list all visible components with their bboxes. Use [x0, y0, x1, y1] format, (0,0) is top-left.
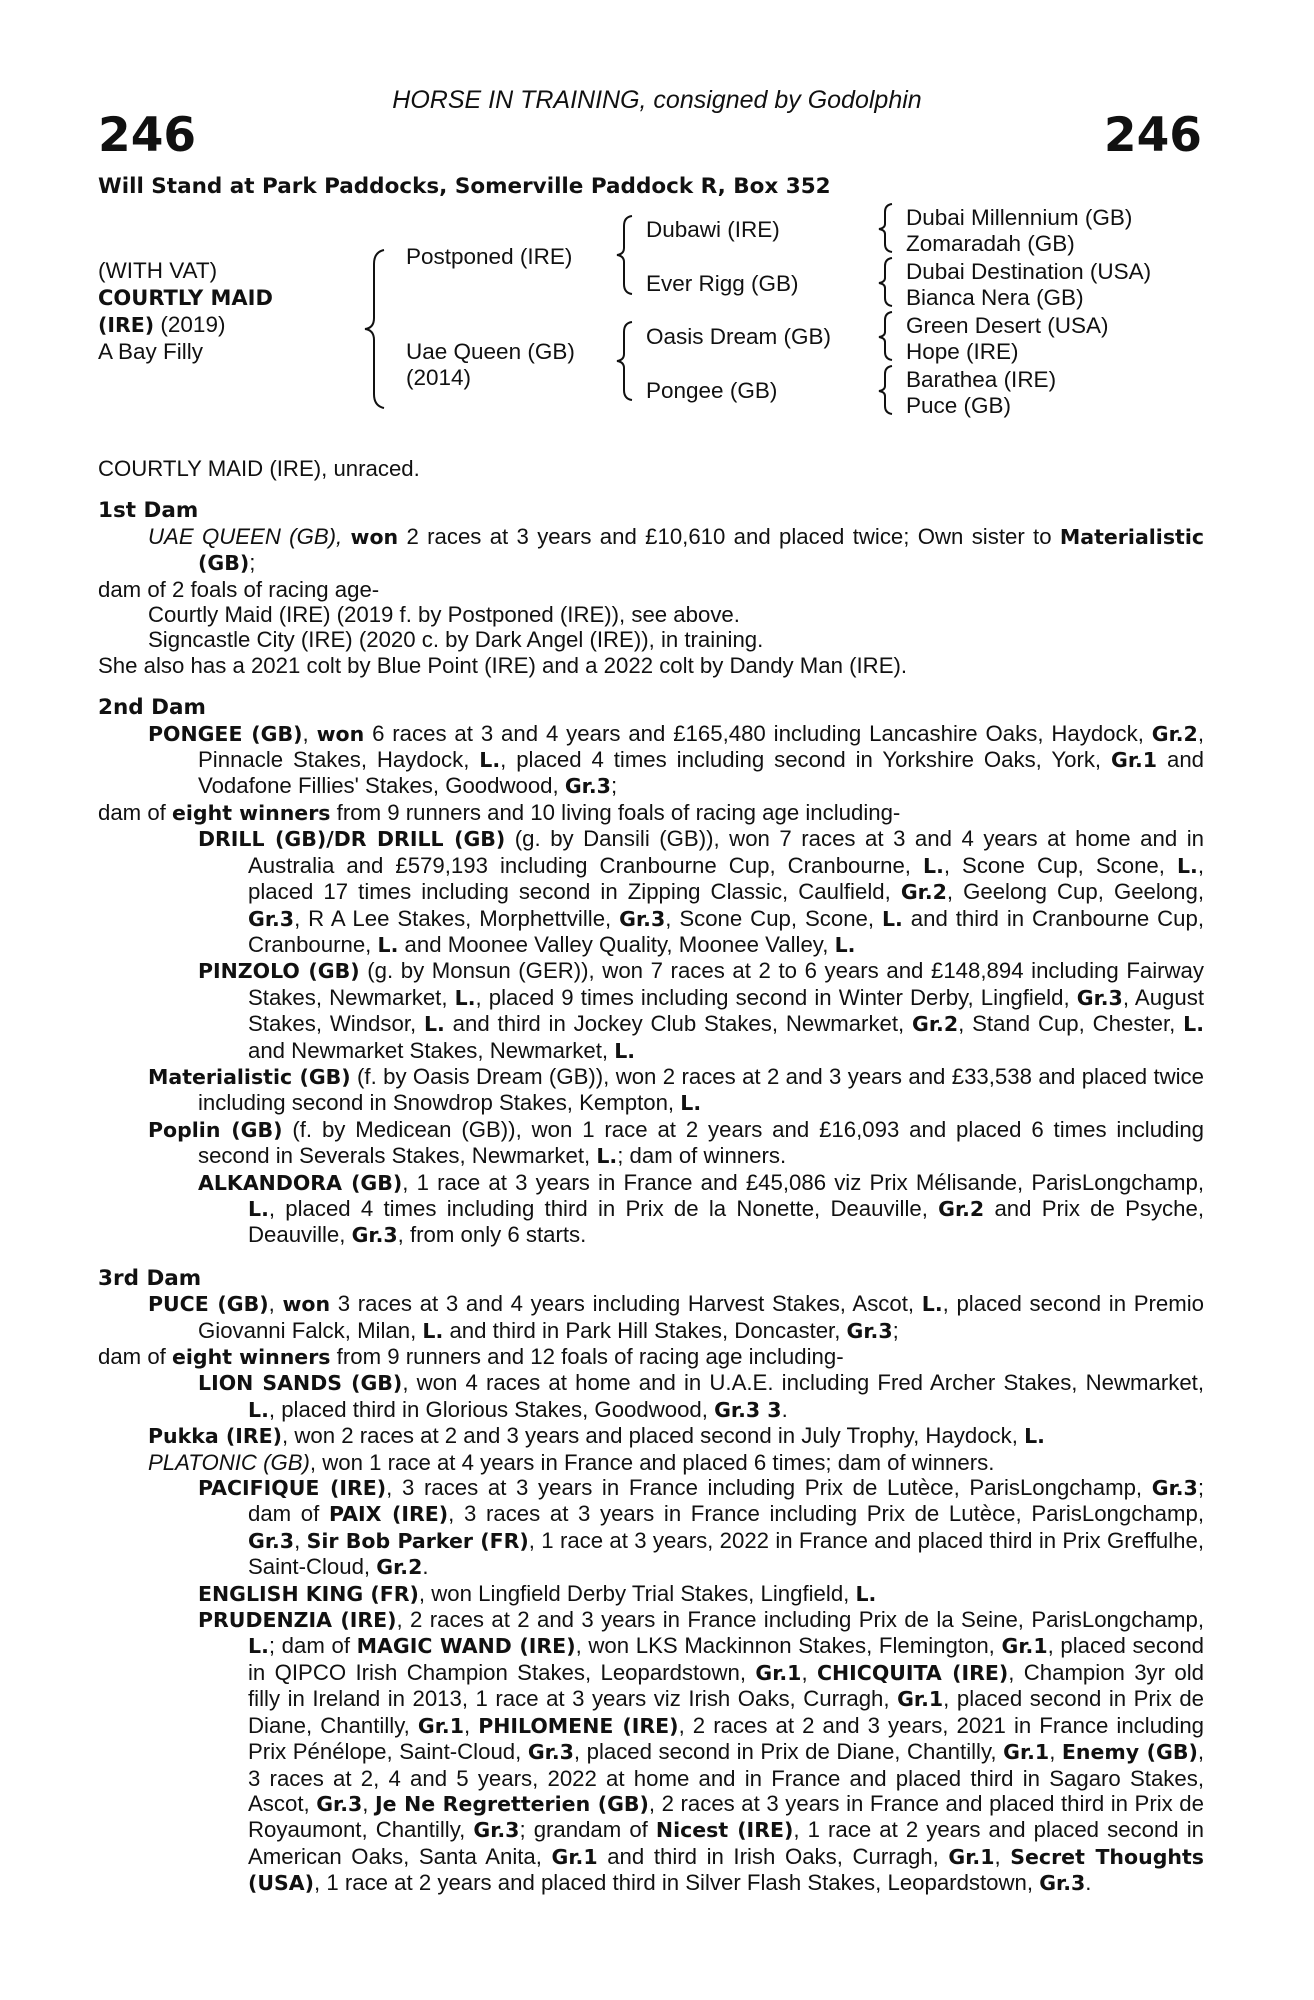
grade-label: Gr.1: [1003, 1740, 1050, 1765]
text-run: dam of: [98, 799, 172, 825]
grade-label: Gr.1: [417, 1713, 464, 1738]
text-run: , 1 race at 3 years, 2022 in France and placed third in Prix Greffulhe, Saint-Cloud,: [248, 1527, 1204, 1580]
horse-ref: Secret Thoughts (USA): [248, 1844, 1204, 1896]
grade-label: Gr.2: [376, 1555, 423, 1580]
text-run: 3 races at 3 and 4 years including Harvest Stakes, Ascot,: [330, 1291, 922, 1317]
pedigree-gg-3: Dubai Destination (USA): [906, 259, 1152, 284]
grade-label: L.: [680, 1091, 702, 1116]
text-run: , 3 races at 3 years in France including Prix de Lutèce, ParisLongchamp,: [448, 1501, 1204, 1527]
text-run: , placed 4 times including second in Yorkshire Oaks, York,: [500, 747, 1111, 773]
grade-label: L.: [921, 1292, 943, 1317]
text-run: ,: [463, 1712, 479, 1738]
grade-label: Gr.1: [551, 1844, 598, 1869]
text-run: .: [781, 1396, 788, 1422]
text-run: , 1 race at 2 years and placed second in American Oaks, Santa Anita,: [248, 1817, 1204, 1869]
pedigree-brace-4: [876, 202, 898, 254]
dam-name: UAE QUEEN (GB),: [148, 523, 351, 549]
progeny-entry: [98, 826, 1204, 958]
lot-number-right: 246: [1103, 108, 1202, 163]
horse-ref: PONGEE (GB): [148, 721, 303, 746]
text-run: (g. by Dansili (GB)), won 7 races at 3 and 4 years at home and in Australia and £579,193 including Cranbourne Cup, Cranbourne,: [248, 826, 1204, 878]
grade-label: Gr.1: [948, 1844, 995, 1869]
page-header: HORSE IN TRAINING, consigned by Godolphin: [392, 86, 922, 114]
horse-ref: CHICQUITA (IRE): [816, 1660, 1009, 1685]
text-run: ,: [801, 1659, 817, 1685]
grade-label: Gr.3: [619, 906, 666, 931]
text-run: ; dam of: [248, 1475, 1204, 1527]
horse-ref: ALKANDORA (GB): [198, 1170, 403, 1195]
grade-label: L.: [423, 1012, 445, 1037]
progeny-entry: [98, 1475, 1204, 1581]
text-run: ,: [1049, 1739, 1062, 1765]
text-run: , won LKS Mackinnon Stakes, Flemington,: [575, 1633, 1002, 1659]
pedigree-dam-sire: Oasis Dream (GB): [646, 324, 832, 349]
text-run: and Vodafone Fillies' Stakes, Goodwood,: [198, 747, 1204, 799]
grade-label: Gr.3 3: [714, 1397, 782, 1422]
grade-label: Gr.3: [1076, 985, 1123, 1010]
horse-ref: Pukka (IRE): [148, 1424, 283, 1449]
grade-label: L.: [834, 932, 856, 957]
text-run: ; dam of: [268, 1633, 357, 1659]
text-run: , Pinnacle Stakes, Haydock,: [198, 720, 1204, 773]
pedigree-brace-7: [876, 364, 898, 416]
pedigree-sire-dam: Ever Rigg (GB): [646, 271, 799, 296]
first-dam-heading: 1st Dam: [98, 498, 199, 524]
grade-label: Gr.2: [1151, 721, 1198, 746]
won-label: won: [316, 721, 365, 746]
horse-ref: Enemy (GB): [1061, 1740, 1198, 1765]
text-run: ;: [610, 773, 618, 799]
grade-label: L.: [596, 1144, 618, 1169]
horse-ref: PACIFIQUE (IRE): [198, 1476, 387, 1501]
pedigree-gg-1: Dubai Millennium (GB): [906, 205, 1133, 230]
text-run: , 3 races at 2, 4 and 5 years, 2022 at home and in France and placed third in Sagaro Stakes, Ascot,: [248, 1739, 1204, 1816]
text-run: , placed second in Premio Giovanni Falck, Milan,: [198, 1291, 1204, 1343]
text-run: and Prix de Psyche, Deauville,: [248, 1195, 1204, 1248]
grade-label: Gr.3: [564, 774, 611, 799]
text-run: 6 races at 3 and 4 years and £165,480 including Lancashire Oaks, Haydock,: [364, 720, 1152, 746]
grade-label: Gr.2: [938, 1196, 985, 1221]
grade-label: Gr.1: [1111, 748, 1158, 773]
horse-ref: Je Ne Regretterien (GB): [375, 1791, 649, 1816]
text-run: (f. by Medicean (GB)), won 1 race at 2 years and £16,093 and placed 6 times including second in Severals Stakes, Newmarket,: [198, 1116, 1205, 1169]
text-run: , won 1 race at 4 years in France and placed 6 times; dam of winners.: [309, 1449, 995, 1475]
progeny-entry: [98, 1064, 1204, 1117]
text-run: , placed second in Prix de Diane, Chantilly,: [573, 1739, 1004, 1765]
text-run: , Geelong Cup, Geelong,: [946, 879, 1204, 905]
third-dam-winners: [98, 1344, 1204, 1370]
grade-label: L.: [855, 1581, 877, 1606]
text-run: dam of: [98, 1344, 172, 1369]
horse-description: A Bay Filly: [98, 339, 204, 364]
grade-label: Gr.3: [1151, 1476, 1198, 1501]
horse-ref: PAIX (IRE): [328, 1502, 449, 1527]
text-run: , 3 races at 3 years in France including Prix de Lutèce, ParisLongchamp,: [386, 1475, 1152, 1501]
grade-label: L.: [614, 1038, 636, 1063]
horse-ref: DRILL (GB)/DR DRILL (GB): [198, 827, 506, 852]
horse-name: COURTLY MAID: [98, 286, 273, 310]
text-run: , 2 races at 2 and 3 years in France including Prix de la Seine, ParisLongchamp,: [396, 1607, 1204, 1633]
grade-label: Gr.3: [316, 1791, 363, 1816]
text-run: , won 4 races at home and in U.A.E. including Fred Archer Stakes, Newmarket,: [402, 1370, 1204, 1396]
text-run: and third in Jockey Club Stakes, Newmarket,: [444, 1011, 913, 1037]
text-run: , 2 races at 3 years in France and placed third in Prix de Royaumont, Chantilly,: [248, 1790, 1204, 1843]
text-run: , 1 race at 2 years and placed third in Silver Flash Stakes, Leopardstown,: [314, 1870, 1040, 1896]
text-run: , Stand Cup, Chester,: [958, 1011, 1184, 1037]
first-dam-foals: dam of 2 foals of racing age-: [98, 576, 380, 602]
text-run: , 1 race at 3 years in France and £45,086 viz Prix Mélisande, ParisLongchamp,: [402, 1169, 1204, 1195]
horse-ref: PHILOMENE (IRE): [478, 1713, 679, 1738]
won-label: won: [282, 1292, 331, 1317]
horse-ref: MAGIC WAND (IRE): [356, 1634, 576, 1659]
won-label: won: [350, 524, 399, 549]
horse-ref: PLATONIC (GB): [148, 1449, 310, 1475]
second-dam-para: [98, 721, 1204, 800]
grade-label: L.: [248, 1196, 269, 1221]
text-run: ; grandam of: [519, 1817, 656, 1843]
horse-ref: Materialistic (GB): [148, 1064, 351, 1089]
text-run: ,: [268, 1291, 283, 1317]
grade-label: L.: [377, 932, 399, 957]
grade-label: Gr.3: [248, 906, 295, 931]
progeny-entry: [98, 1117, 1204, 1170]
text-run: , Scone Cup, Scone,: [665, 905, 882, 931]
grade-label: L.: [479, 748, 501, 773]
unraced-line: COURTLY MAID (IRE), unraced.: [98, 456, 420, 481]
pedigree-dam: Uae Queen (GB): [406, 339, 575, 364]
third-dam-heading: 3rd Dam: [98, 1265, 202, 1291]
pedigree-gg-5: Green Desert (USA): [906, 313, 1109, 338]
pedigree-gg-6: Hope (IRE): [906, 339, 1019, 364]
pedigree-sire: Postponed (IRE): [406, 244, 573, 269]
text-run: and Newmarket Stakes, Newmarket,: [248, 1037, 615, 1063]
grade-label: L.: [422, 1318, 444, 1343]
horse-suffix: (IRE): [98, 313, 155, 337]
horse-ref: PUCE (GB): [148, 1292, 269, 1317]
text-run: ;: [892, 1317, 899, 1343]
text-run: , placed third in Glorious Stakes, Goodwood,: [268, 1396, 715, 1422]
grade-label: Gr.1: [1001, 1634, 1048, 1659]
horse-ref: LION SANDS (GB): [198, 1371, 403, 1396]
first-dam-note: She also has a 2021 colt by Blue Point (IRE) and a 2022 colt by Dandy Man (IRE).: [98, 652, 908, 678]
text-run: , placed 17 times including second in Zipping Classic, Caulfield,: [248, 852, 1204, 905]
text-run: , 2 races at 2 and 3 years, 2021 in France including Prix Pénélope, Saint-Cloud,: [248, 1712, 1204, 1765]
pedigree-brace-5: [876, 256, 898, 308]
pedigree-brace-3: [614, 320, 638, 402]
winners-label: eight winners: [172, 800, 331, 825]
pedigree-gg-7: Barathea (IRE): [906, 367, 1057, 392]
progeny-entry: [98, 1607, 1204, 1896]
pedigree-dam-dam: Pongee (GB): [646, 378, 778, 403]
first-dam-para: [98, 524, 1204, 577]
horse-ref: Nicest (IRE): [655, 1818, 794, 1843]
lot-number-left: 246: [98, 108, 197, 163]
text-run: from 9 runners and 10 living foals of racing age including-: [330, 799, 901, 825]
progeny-entry: [98, 1170, 1204, 1249]
horse-name-line2: [98, 312, 225, 338]
progeny-entry: [98, 958, 1204, 1064]
text-run: , placed second in QIPCO Irish Champion Stakes, Leopardstown,: [248, 1633, 1204, 1685]
text-run: ,: [302, 720, 317, 746]
text-run: , placed second in Prix de Diane, Chantilly,: [248, 1686, 1205, 1738]
grade-label: L.: [1183, 1012, 1204, 1037]
pedigree-gg-2: Zomaradah (GB): [906, 231, 1075, 256]
grade-label: L.: [1024, 1424, 1045, 1449]
text-run: and third in Irish Oaks, Curragh,: [597, 1843, 949, 1869]
text-run: and third in Park Hill Stakes, Doncaster,: [443, 1317, 847, 1343]
horse-ref: PRUDENZIA (IRE): [198, 1608, 397, 1633]
progeny-entry: [98, 1581, 1204, 1607]
horse-year: (2019): [154, 312, 226, 337]
foal-entry: Courtly Maid (IRE) (2019 f. by Postponed (IRE)), see above.: [148, 602, 740, 628]
text-run: , from only 6 starts.: [397, 1222, 587, 1248]
pedigree-brace-2: [614, 214, 638, 296]
pedigree-gg-8: Puce (GB): [906, 393, 1012, 418]
pedigree-gg-4: Bianca Nera (GB): [906, 285, 1084, 310]
grade-label: Gr.3: [1039, 1871, 1086, 1896]
grade-label: L.: [248, 1397, 269, 1422]
progeny-entry: [98, 1370, 1204, 1423]
text-run: , placed 9 times including second in Winter Derby, Lingfield,: [475, 984, 1077, 1010]
text-run: (g. by Monsun (GER)), won 7 races at 2 to 6 years and £148,894 including Fairway Stakes, Newmarket,: [248, 958, 1204, 1010]
grade-label: Gr.2: [900, 880, 947, 905]
horse-ref: Sir Bob Parker (FR): [306, 1528, 529, 1553]
stand-info: Will Stand at Park Paddocks, Somerville Paddock R, Box 352: [98, 174, 831, 199]
grade-label: L.: [881, 906, 903, 931]
progeny-entry: [98, 1423, 1204, 1449]
text-run: .: [422, 1554, 429, 1580]
grade-label: Gr.3: [351, 1223, 398, 1248]
second-dam-winners: [98, 800, 1204, 826]
text-run: ,: [994, 1843, 1011, 1869]
grade-label: L.: [454, 985, 476, 1010]
text-run: and Moonee Valley Quality, Moonee Valley,: [398, 931, 835, 957]
text-run: ;: [249, 550, 256, 576]
text-run: , R A Lee Stakes, Morphettville,: [294, 905, 620, 931]
grade-label: L.: [248, 1634, 269, 1659]
pedigree-dam-year: (2014): [406, 365, 472, 390]
text-run: , Scone Cup, Scone,: [943, 852, 1177, 878]
grade-label: Gr.3: [846, 1318, 893, 1343]
text-run: ; dam of winners.: [617, 1143, 787, 1169]
grade-label: Gr.1: [755, 1660, 802, 1685]
text-run: , won Lingfield Derby Trial Stakes, Lingfield,: [418, 1580, 856, 1606]
horse-ref: ENGLISH KING (FR): [198, 1581, 419, 1606]
horse-ref: Poplin (GB): [148, 1117, 283, 1142]
pedigree-sire-sire: Dubawi (IRE): [646, 217, 780, 242]
text-run: , Champion 3yr old filly in Ireland in 2013, 1 race at 3 years viz Irish Oaks, Curragh,: [248, 1659, 1204, 1712]
text-run: ,: [294, 1527, 307, 1553]
pedigree-brace-6: [876, 310, 898, 362]
grade-label: Gr.1: [897, 1687, 944, 1712]
text-run: , placed 4 times including third in Prix de la Nonette, Deauville,: [268, 1195, 939, 1221]
text-run: from 9 runners and 12 foals of racing age including-: [330, 1344, 844, 1369]
grade-label: Gr.3: [248, 1528, 295, 1553]
progeny-entry: [98, 1450, 1204, 1475]
grade-label: Gr.3: [527, 1740, 574, 1765]
foal-entry: Signcastle City (IRE) (2020 c. by Dark Angel (IRE)), in training.: [148, 627, 764, 653]
text-run: 2 races at 3 years and £10,610 and placed twice; Own sister to: [398, 523, 1060, 549]
winners-label: eight winners: [172, 1345, 331, 1369]
second-dam-heading: 2nd Dam: [98, 695, 206, 721]
vat-note: (WITH VAT): [98, 258, 218, 283]
grade-label: L.: [1176, 853, 1198, 878]
horse-ref: Materialistic (GB): [198, 524, 1205, 576]
text-run: and third in Cranbourne Cup, Cranbourne,: [248, 905, 1204, 957]
text-run: , August Stakes, Windsor,: [248, 984, 1204, 1037]
text-run: .: [1085, 1870, 1092, 1896]
grade-label: Gr.3: [473, 1818, 520, 1843]
grade-label: L.: [923, 853, 944, 878]
pedigree-brace-1: [362, 248, 392, 410]
text-run: , won 2 races at 2 and 3 years and placed second in July Trophy, Haydock,: [282, 1423, 1025, 1449]
catalogue-text: [98, 456, 1204, 1897]
text-run: ,: [362, 1790, 376, 1816]
text-run: (f. by Oasis Dream (GB)), won 2 races at 2 and 3 years and £33,538 and placed twice including second in Snowdrop Stakes, Kempton,: [198, 1063, 1204, 1116]
third-dam-para: [98, 1291, 1204, 1344]
horse-ref: PINZOLO (GB): [198, 959, 360, 984]
grade-label: Gr.2: [912, 1012, 959, 1037]
